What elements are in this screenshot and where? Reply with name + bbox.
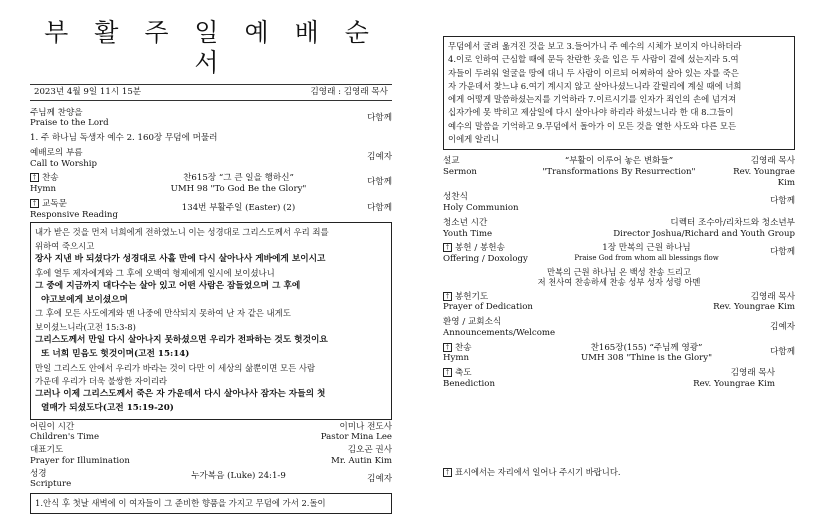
scripture-who: 김예자 [367, 473, 392, 484]
dedication-ko: 봉헌기도 [455, 291, 489, 302]
prelude-ko: 주님께 찬양을 [30, 107, 83, 118]
offering-item [443, 243, 795, 264]
stand-mark-icon: † [30, 173, 39, 182]
hymn-en: Hymn [30, 184, 57, 195]
reading-line: 보이셨느니라(고전 15:3-8) [35, 321, 136, 332]
sermon-who-ko: 김영래 목사 [750, 156, 795, 167]
scripture-line: 자 가운데서 찾느냐 6.여기 계시지 않고 살아나셨느니라 갈릴리에 계실 때에 너희 [448, 80, 742, 91]
benediction-who-ko: 김영래 목사 [730, 367, 775, 378]
children-who-ko: 이미나 전도사 [339, 421, 392, 432]
communion-who: 다함께 [770, 196, 795, 207]
stand-mark-icon: † [443, 243, 452, 252]
scripture-line: 십자가에 못 박히고 제삼일에 다시 살아나야 하리라 하셨느니라 한 대 8.그들이 [448, 107, 734, 118]
scripture-line: 자들이 두려워 얼굴을 땅에 대니 두 사람이 이르되 어찌하여 살아 있는 자를 죽은 [448, 67, 739, 78]
reading-line: 내가 받은 것을 먼저 너희에게 전하였노니 이는 성경대로 그리스도께서 우리 죄를 [35, 227, 329, 238]
prayer-who-en: Mr. Autin Kim [331, 455, 392, 466]
sermon-title-en: "Transformations By Resurrection" [542, 166, 696, 177]
responsive-ko: 교독문 [42, 198, 67, 209]
prelude-item [30, 108, 392, 129]
benediction-en: Benediction [443, 378, 495, 389]
responsive-who: 다함께 [367, 202, 392, 213]
scripture-line: 4.이로 인하여 근심할 때에 문득 찬란한 옷을 입은 두 사람이 곁에 섰는지라 5.여 [448, 54, 739, 65]
children-en: Children's Time [30, 432, 100, 443]
call-en: Call to Worship [30, 158, 98, 169]
scripture-box-left: 1.안식 후 첫날 새벽에 이 여자들이 그 준비한 향품을 가지고 무덤에 가서 2.돌이 [30, 493, 392, 514]
stand-mark-icon: † [443, 343, 452, 352]
children-who-en: Pastor Mina Lee [320, 432, 392, 443]
stand-mark-icon: † [443, 368, 452, 377]
prelude-en: Praise to the Lord [30, 118, 109, 129]
hymn-item [30, 173, 392, 194]
hymn2-en: Hymn [443, 353, 470, 364]
stand-mark-icon: † [30, 199, 39, 208]
stand-mark-icon: † [443, 468, 452, 477]
hymn2-ko: 찬송 [455, 342, 472, 353]
offering-hymn-en: Praise God from whom all blessings flow [574, 254, 719, 263]
prayer-item [30, 445, 392, 466]
reading-line: 야고보에게 보이셨으며 [41, 294, 128, 305]
reading-line: 장사 지낸 바 되셨다가 성경대로 사흘 만에 다시 살아나사 게바에게 보이시고 [35, 253, 326, 264]
reading-line: 그리스도께서 만일 다시 살아나지 못하셨으면 우리가 전파하는 것도 헛것이요 [35, 335, 328, 345]
reading-line: 후에 열두 제자에게와 그 후에 오백여 형제에게 일시에 보이셨나니 [35, 267, 275, 278]
reading-line: 그 후에 모든 사도에게와 맨 나중에 만삭되지 못하여 난 자 같은 내게도 [35, 308, 291, 319]
youth-who-ko: 디렉터 조수아/리차드와 청소년부 [670, 217, 795, 228]
scripture-en: Scripture [30, 479, 72, 490]
prayer-who-ko: 김오곤 권사 [347, 445, 392, 456]
reading-line: 열매가 되셨도다(고전 15:19-20) [41, 402, 174, 413]
scripture-box-right [443, 36, 795, 150]
welcome-en: Announcements/Welcome [443, 327, 556, 338]
preacher-line: 김영래 : 김영래 목사 [310, 87, 388, 97]
footnote [443, 467, 620, 477]
benediction-ko: 축도 [455, 367, 472, 378]
hymn-ko: 찬송 [42, 173, 59, 184]
dedication-item [443, 292, 795, 313]
footnote-text: 표시에서는 자리에서 일어나 주시기 바랍니다. [455, 467, 621, 477]
sermon-title-ko: “부활이 이루어 놓은 변화들” [564, 156, 674, 167]
reading-line: 그러나 이제 그리스도께서 죽은 자 가운데서 다시 살아나사 잠자는 자들의 첫 [35, 389, 326, 400]
scripture-item [30, 469, 392, 490]
call-who: 김예자 [367, 151, 392, 162]
hymn-title-en: UMH 98 "To God Be the Glory" [170, 184, 307, 195]
communion-en: Holy Communion [443, 203, 519, 214]
service-date: 2023년 4월 9일 11시 15분 [34, 87, 142, 97]
scripture-ref: 누가복음 (Luke) 24:1-9 [191, 470, 286, 481]
call-ko: 예배로의 부름 [30, 147, 83, 158]
doxology-lyrics [443, 267, 795, 288]
offering-who: 다함께 [770, 247, 795, 258]
scripture-line: 예수의 말씀을 기억하고 9.무덤에서 돌아가 이 모든 것을 열한 사도와 다른 모든 [448, 120, 737, 131]
prayer-ko: 대표기도 [30, 445, 64, 456]
welcome-item [443, 317, 795, 338]
date-line [30, 84, 392, 101]
communion-item [443, 192, 795, 213]
welcome-who: 김예자 [770, 322, 795, 333]
hymn2-title-ko: 찬165장(155) “주님께 영광” [590, 342, 703, 353]
benediction-item [443, 368, 795, 389]
sermon-en: Sermon [443, 166, 477, 177]
hymn2-title-en: UMH 308 "Thine is the Glory" [580, 353, 713, 364]
prelude-who: 다함께 [367, 112, 392, 123]
left-column [30, 18, 392, 514]
sermon-ko: 설교 [443, 156, 460, 167]
reading-line: 그 중에 지금까지 대다수는 살아 있고 어떤 사람은 잠들었으며 그 후에 [35, 280, 301, 291]
offering-en: Offering / Doxology [443, 254, 528, 265]
hymn-title-ko: 찬615장 “그 큰 일을 행하신” [183, 173, 294, 184]
youth-en: Youth Time [443, 228, 493, 239]
reading-line: 위하여 죽으시고 [35, 240, 95, 251]
sermon-who-en: Rev. Youngrae Kim [733, 166, 795, 188]
youth-item [443, 218, 795, 239]
call-item [30, 148, 392, 169]
prayer-en: Prayer for Illumination [30, 455, 130, 466]
song-note: 1. 주 하나님 독생자 예수 2. 160장 무덤에 머물러 [30, 133, 218, 144]
benediction-who-en: Rev. Youngrae Kim [693, 378, 775, 389]
offering-ko: 봉헌 / 봉헌송 [455, 243, 505, 254]
responsive-reading-box [30, 222, 392, 419]
hymn2-item [443, 343, 795, 364]
scripture-ko: 성경 [30, 468, 47, 479]
doxology-line-2: 저 천사여 찬송하세 찬송 성부 성자 성령 아멘 [537, 277, 701, 288]
scripture-line: 에게 어떻게 말씀하셨는지를 기억하라 7.이르시기를 인자가 죄인의 손에 넘겨져 [448, 94, 737, 105]
doxology-line-1: 만복의 근원 하나님 온 백성 찬송 드리고 [546, 266, 692, 277]
responsive-item [30, 199, 392, 220]
children-item [30, 422, 392, 443]
offering-hymn-ko: 1장 만복의 근원 하나님 [602, 243, 691, 254]
scripture-line: 무덤에서 굴려 옮겨진 것을 보고 3.들어가니 주 예수의 시체가 보이지 아니하더라 [448, 41, 742, 51]
hymn-who: 다함께 [367, 177, 392, 188]
youth-who-en: Director Joshua/Richard and Youth Group [613, 228, 795, 239]
children-ko: 어린이 시간 [30, 421, 75, 432]
scripture-line: 이에게 알리니 [448, 133, 500, 144]
dedication-en: Prayer of Dedication [443, 302, 533, 313]
reading-line: 가운데 우리가 더욱 불쌍한 자이리라 [35, 375, 168, 386]
stand-mark-icon: † [443, 292, 452, 301]
responsive-title: 134번 부활주일 (Easter) (2) [181, 202, 296, 213]
dedication-who-ko: 김영래 목사 [750, 291, 795, 302]
page-title: 부 활 주 일 예 배 순 서 [44, 18, 378, 77]
hymn2-who: 다함께 [770, 346, 795, 357]
dedication-who-en: Rev. Youngrae Kim [713, 302, 795, 313]
right-column [443, 36, 795, 393]
communion-ko: 성찬식 [443, 192, 468, 203]
youth-ko: 청소년 시간 [443, 217, 488, 228]
reading-line: 만일 그리스도 안에서 우리가 바라는 것이 다만 이 세상의 삶뿐이면 모든 사람 [35, 362, 316, 373]
responsive-en: Responsive Reading [30, 209, 118, 220]
sermon-item [443, 156, 795, 188]
reading-line: 또 너희 믿음도 헛것이며(고전 15:14) [41, 348, 190, 359]
welcome-ko: 환영 / 교회소식 [443, 317, 502, 328]
